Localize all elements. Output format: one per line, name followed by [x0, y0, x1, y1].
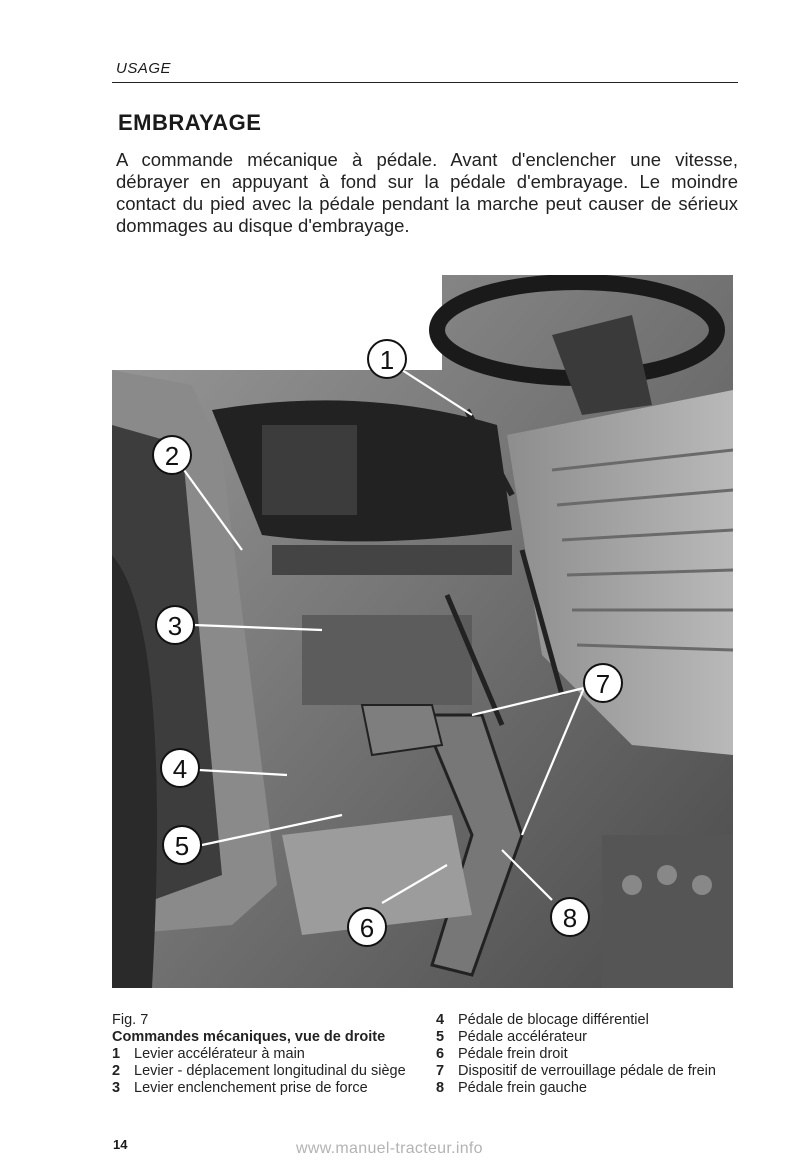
callout-3 — [156, 606, 194, 644]
legend-item: 3 Levier enclenchement prise de force — [112, 1080, 368, 1096]
callout-4 — [161, 749, 199, 787]
callout-6 — [348, 908, 386, 946]
legend-item: 6 Pédale frein droit — [436, 1046, 568, 1062]
legend-item: 4 Pédale de blocage différentiel — [436, 1012, 649, 1028]
page-title: EMBRAYAGE — [118, 110, 262, 135]
svg-text:7: 7 — [595, 669, 611, 699]
legend-item: 8 Pédale frein gauche — [436, 1080, 587, 1096]
svg-text:6: 6 — [359, 913, 375, 943]
legend-item: 7 Dispositif de verrouillage pédale de frein — [436, 1063, 716, 1079]
legend-item: 2 Levier - déplacement longitudinal du siège — [112, 1063, 406, 1079]
svg-text:4: 4 — [172, 754, 188, 784]
section-label: USAGE — [116, 60, 172, 77]
svg-text:2: 2 — [164, 441, 180, 471]
figure-label: Fig. 7 — [112, 1012, 149, 1028]
svg-text:5: 5 — [174, 831, 190, 861]
callout-5 — [163, 826, 201, 864]
figure-title: Commandes mécaniques, vue de droite — [112, 1029, 386, 1045]
figure-photo — [112, 275, 733, 988]
caption-left — [112, 1012, 414, 1097]
caption-right — [436, 1012, 736, 1097]
svg-text:8: 8 — [562, 903, 578, 933]
callout-2 — [153, 436, 191, 474]
svg-text:3: 3 — [167, 611, 183, 641]
header-rule — [112, 82, 738, 83]
svg-text:1: 1 — [379, 345, 395, 375]
callout-8 — [551, 898, 589, 936]
seat — [212, 400, 512, 541]
callout-7 — [584, 664, 622, 702]
legend-item: 5 Pédale accélérateur — [436, 1029, 587, 1045]
callout-1 — [368, 340, 406, 378]
watermark: www.manuel-tracteur.info — [296, 1140, 483, 1157]
legend-item: 1 Levier accélérateur à main — [112, 1046, 305, 1062]
page-number: 14 — [113, 1137, 128, 1152]
intro-paragraph: A commande mécanique à pédale. Avant d'enclencher une vitesse, débrayer en appuyant à fond sur la pédale d'embrayage. Le moindre contact du pied avec la pédale pendant la marche peut causer de sérieux dommages au disque d'embrayage. — [116, 149, 738, 236]
